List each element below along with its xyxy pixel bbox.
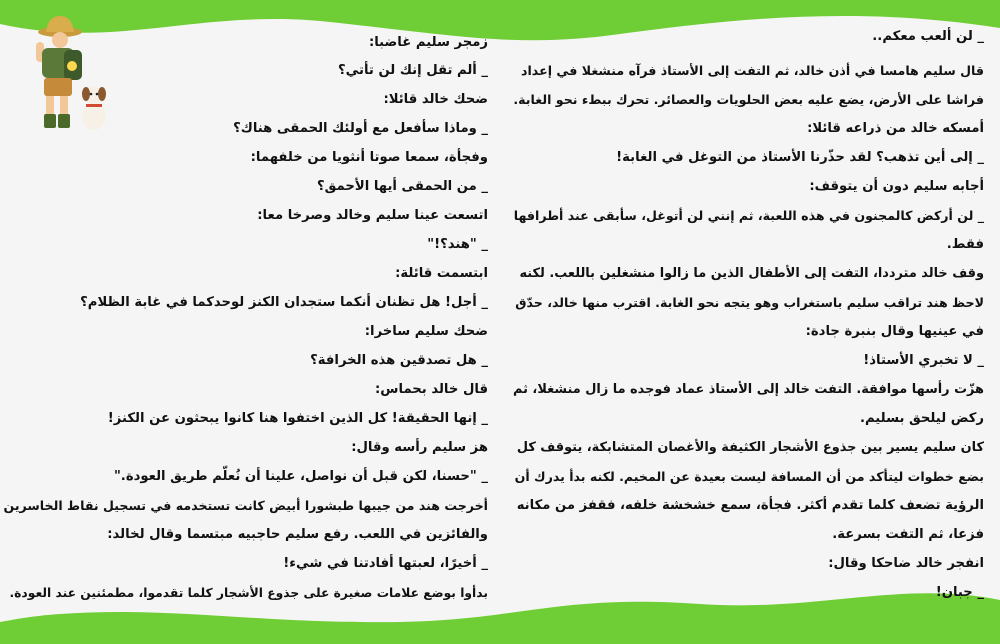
text-line: _ وماذا سأفعل مع أولئك الحمقى هناك؟ bbox=[233, 121, 488, 136]
dog-icon bbox=[82, 87, 106, 130]
text-line: _ هل تصدقين هذه الخرافة؟ bbox=[310, 353, 488, 368]
text-line: ركض ليلحق بسليم. bbox=[859, 411, 984, 426]
text-line: _ أخيرًا، لعبتها أفادتنا في شيء! bbox=[283, 556, 488, 571]
text-line: أمسكه خالد من ذراعه قائلا: bbox=[807, 121, 984, 136]
text-line: كان سليم يسير بين جذوع الأشجار الكثيفة والأغصان المتشابكة، يتوقف كل bbox=[516, 440, 984, 455]
text-line: في عينيها وقال بنبرة جادة: bbox=[805, 324, 984, 339]
text-line: هز سليم رأسه وقال: bbox=[351, 440, 488, 455]
text-line: ضحك خالد قائلا: bbox=[383, 92, 488, 107]
text-line: _ أجل! هل تظنان أنكما ستجدان الكنز لوحدكما في غابة الظلام؟ bbox=[80, 295, 488, 310]
text-line: الرؤية تضعف كلما تقدم أكثر. فجأة، سمع خشخشة خلفه، فقفز من مكانه bbox=[516, 498, 984, 513]
text-line: _ لن أركض كالمجنون في هذه اللعبة، ثم إنني لن أتوغل، سأبقى عند أطرافها bbox=[513, 208, 984, 223]
text-line: وقف خالد مترددا، التفت إلى الأطفال الذين ما زالوا منشغلين باللعب. لكنه bbox=[519, 266, 984, 281]
text-line: _ من الحمقى أيها الأحمق؟ bbox=[317, 179, 488, 194]
text-line: ابتسمت قائلة: bbox=[395, 266, 488, 281]
text-line: فراشا على الأرض، يضع عليه بعض الحلويات والعصائر. تحرك ببطء نحو الغابة. bbox=[513, 92, 984, 107]
text-line: قال سليم هامسا في أذن خالد، ثم التفت إلى الأستاذ فرآه منشغلا في إعداد bbox=[521, 63, 984, 78]
text-line: وفجأة، سمعا صوتا أنثويا من خلفهما: bbox=[250, 150, 488, 165]
text-line: هزّت رأسها موافقة. التفت خالد إلى الأستاذ عماد فوجده ما زال منشغلا، ثم bbox=[512, 382, 984, 397]
text-line: _ لا تخبري الأستاذ! bbox=[863, 353, 984, 368]
text-line: والفائزين في اللعب. رفع سليم حاجبيه مبتسما وقال لخالد: bbox=[107, 527, 488, 542]
text-line: بدأوا بوضع علامات صغيرة على جذوع الأشجار كلما تقدموا، مطمئنين عند العودة. bbox=[9, 586, 488, 600]
text-line: فزعا، ثم التفت بسرعة. bbox=[832, 527, 984, 542]
scout-boy-with-dog-illustration bbox=[22, 14, 112, 144]
text-line: لاحظ هند تراقب سليم باستغراب وهو يتجه نحو الغابة. اقترب منها خالد، حدّق bbox=[515, 295, 984, 310]
text-line: اتسعت عينا سليم وخالد وصرخا معا: bbox=[257, 208, 488, 223]
text-line: _ إلى أين تذهب؟ لقد حذّرنا الأستاذ من التوغل في الغابة! bbox=[616, 150, 984, 165]
text-line: _ إنها الحقيقة! كل الذين اختفوا هنا كانوا يبحثون عن الكنز! bbox=[107, 411, 488, 426]
face-icon bbox=[52, 32, 68, 48]
text-line: قال خالد بحماس: bbox=[375, 382, 488, 397]
text-line: _ "حسنا، لكن قبل أن نواصل، علينا أن نُعلّم طريق العودة." bbox=[113, 469, 488, 484]
text-line: _ ألم تقل إنك لن تأتي؟ bbox=[338, 63, 488, 78]
text-line: أخرجت هند من جيبها طبشورا أبيض كانت تستخدمه في تسجيل نقاط الخاسرين bbox=[3, 498, 488, 513]
text-line: _ لن ألعب معكم.. bbox=[872, 29, 984, 44]
text-line: _ جبان! bbox=[935, 585, 984, 600]
text-line: ضحك سليم ساخرا: bbox=[364, 324, 488, 339]
shorts-icon bbox=[44, 78, 72, 96]
text-line: زمجر سليم غاضبا: bbox=[368, 35, 488, 50]
text-line: انفجر خالد ضاحكا وقال: bbox=[828, 556, 984, 571]
text-line: أجابه سليم دون أن يتوقف: bbox=[809, 179, 984, 194]
text-line: فقط. bbox=[946, 237, 984, 252]
boot-icon bbox=[44, 114, 56, 128]
text-line: بضع خطوات ليتأكد من أن المسافة ليست بعيدة عن المخيم. لكنه بدأ يدرك أن bbox=[514, 469, 984, 484]
text-line: _ "هند؟!" bbox=[427, 237, 488, 252]
